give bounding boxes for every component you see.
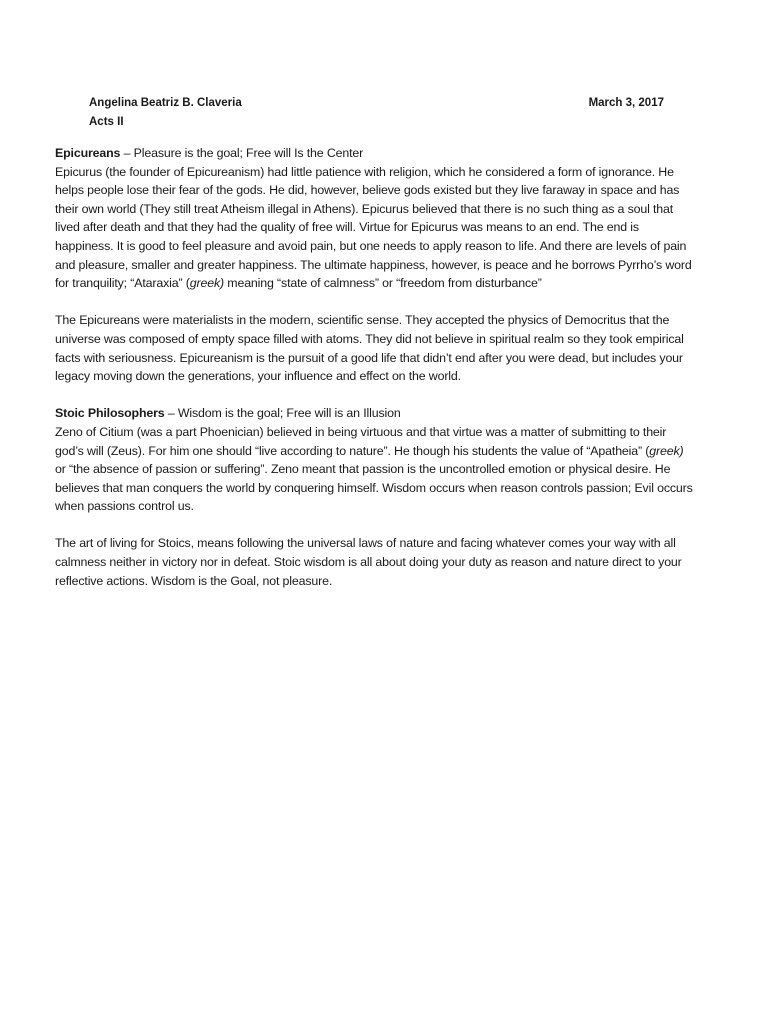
epicureans-heading-rest: – Pleasure is the goal; Free will Is the Center — [120, 146, 364, 160]
epicureans-paragraph-1 — [55, 163, 695, 293]
document-body — [55, 144, 695, 609]
epicureans-heading — [55, 144, 695, 163]
stoics-p1-italic: greek) — [649, 443, 684, 458]
stoics-p1-part1: Zeno of Citium (was a part Phoenician) believed in being virtuous and that virtue was a matter of submitting to their god’s will (Zeus). For him one should “live according to nature”. He though his students the value of “Apatheia” ( — [55, 424, 667, 458]
epicureans-p1-part1: Epicurus (the founder of Epicureanism) had little patience with religion, which he considered a form of ignorance. He helps people lose their fear of the gods. He did, however, believe gods existed but they live faraway in space and has their own world (They still treat Atheism illegal in Athens). Epicurus believed that there is no such thing as a soul that lived after death and that they had the quality of free will. Virtue for Epicurus was means to an end. The end is happiness. It is good to feel pleasure and avoid pain, but one needs to apply reason to life. And there are levels of pain and pleasure, smaller and greater happiness. The ultimate happiness, however, is peace and he borrows Pyrrho’s word for tranquility; “Ataraxia” ( — [55, 164, 692, 291]
author-name: Angelina Beatriz B. Claveria — [89, 97, 242, 109]
stoics-section — [55, 404, 695, 516]
header-row — [89, 94, 664, 113]
stoics-heading-rest: – Wisdom is the goal; Free will is an Illusion — [164, 406, 401, 421]
stoics-paragraph-1 — [55, 423, 695, 516]
stoics-p1-part2: or “the absence of passion or suffering”. Zeno meant that passion is the uncontrolled emotion or physical desire. He believes that man conquers the world by conquering himself. Wisdom occurs when reason controls passion; Evil occurs when passions control us. — [55, 462, 693, 514]
epicureans-p1-italic: greek) — [189, 276, 224, 291]
section-label: Acts II — [89, 116, 124, 128]
epicureans-section — [55, 144, 695, 293]
document-date: March 3, 2017 — [588, 97, 664, 109]
stoics-heading — [55, 404, 695, 423]
stoics-paragraph-2: The art of living for Stoics, means following the universal laws of nature and facing whatever comes your way with all calmness neither in victory nor in defeat. Stoic wisdom is all about doing your duty as reason and nature direct to your reflective actions. Wisdom is the Goal, not pleasure. — [55, 536, 682, 588]
document-header — [89, 94, 664, 132]
stoics-heading-bold: Stoic Philosophers — [55, 406, 165, 421]
epicureans-p1-part2: meaning “state of calmness” or “freedom from disturbance” — [223, 276, 542, 291]
epicureans-heading-bold: Epicureans — [55, 146, 121, 160]
epicureans-paragraph-2: The Epicureans were materialists in the modern, scientific sense. They accepted the physics of Democritus that the universe was composed of empty space filled with atoms. They did not believe in spiritual realm so they took empirical facts with seriousness. Epicureanism is the pursuit of a good life that didn’t end after you were dead, but includes your legacy moving down the generations, your influence and effect on the world. — [55, 313, 684, 384]
